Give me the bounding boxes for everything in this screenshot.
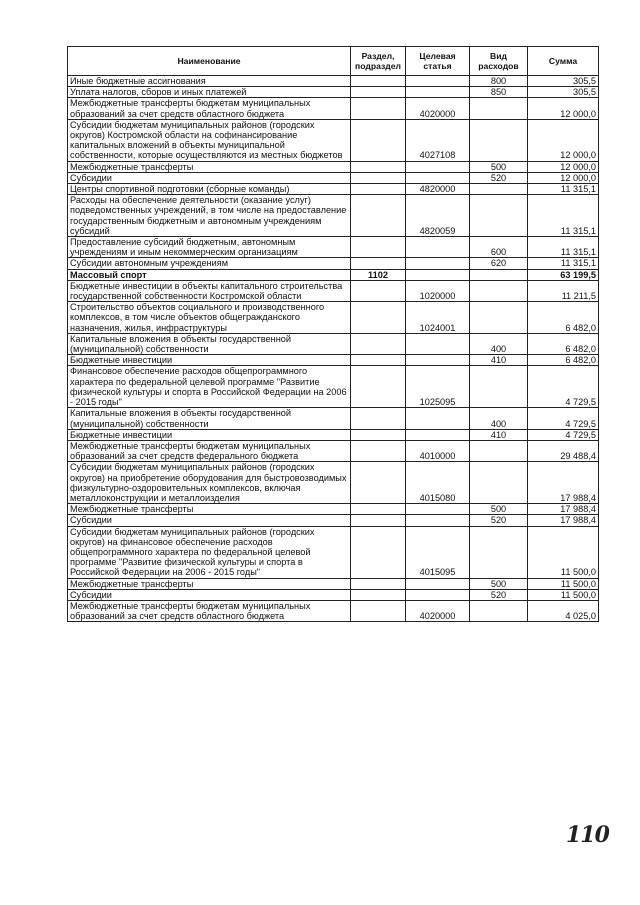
cell-amount: 12 000,0 bbox=[528, 98, 599, 119]
cell-cost-item bbox=[406, 578, 470, 589]
table-row bbox=[68, 600, 599, 621]
cell-cost-item: 1025095 bbox=[406, 366, 470, 408]
cell-section bbox=[351, 515, 406, 526]
table-row bbox=[68, 269, 599, 280]
cell-section: 1102 bbox=[351, 269, 406, 280]
cell-section bbox=[351, 440, 406, 461]
cell-section bbox=[351, 504, 406, 515]
cell-name: Субсидии бюджетам муниципальных районов (городских округов) Костромской области на софинансирование капитальных вложений в объекты муниципальной собственности, которые осуществляются из местных бюджетов bbox=[68, 119, 351, 161]
cell-section bbox=[351, 462, 406, 504]
cell-expense-type bbox=[470, 184, 528, 195]
cell-section bbox=[351, 161, 406, 172]
table-row bbox=[68, 526, 599, 578]
table-row bbox=[68, 195, 599, 237]
cell-amount: 12 000,0 bbox=[528, 172, 599, 183]
cell-expense-type: 850 bbox=[470, 87, 528, 98]
cell-cost-item bbox=[406, 333, 470, 354]
cell-expense-type bbox=[470, 98, 528, 119]
cell-section bbox=[351, 526, 406, 578]
cell-expense-type: 520 bbox=[470, 589, 528, 600]
cell-section bbox=[351, 258, 406, 269]
cell-amount: 11 315,1 bbox=[528, 184, 599, 195]
cell-name: Межбюджетные трансферты bbox=[68, 161, 351, 172]
cell-cost-item: 4027108 bbox=[406, 119, 470, 161]
cell-name: Межбюджетные трансферты бюджетам муниципальных образований за счет средств федерального бюджета bbox=[68, 440, 351, 461]
cell-cost-item bbox=[406, 269, 470, 280]
cell-cost-item bbox=[406, 76, 470, 87]
cell-cost-item bbox=[406, 504, 470, 515]
table-row bbox=[68, 76, 599, 87]
header-name: Наименование bbox=[68, 47, 351, 76]
cell-name: Бюджетные инвестиции bbox=[68, 355, 351, 366]
cell-cost-item: 1024001 bbox=[406, 302, 470, 334]
table-row bbox=[68, 366, 599, 408]
cell-expense-type: 400 bbox=[470, 408, 528, 429]
page-number: 110 bbox=[566, 822, 609, 848]
cell-amount: 12 000,0 bbox=[528, 161, 599, 172]
cell-cost-item bbox=[406, 161, 470, 172]
table-row bbox=[68, 429, 599, 440]
cell-section bbox=[351, 600, 406, 621]
cell-name: Межбюджетные трансферты бюджетам муниципальных образований за счет средств областного бюджета bbox=[68, 98, 351, 119]
cell-name: Субсидии бюджетам муниципальных районов (городских округов) на приобретение оборудования для быстровозводимых физкультурно-оздоровительных комплексов, включая металлоконструкции и металлоизделия bbox=[68, 462, 351, 504]
table-header-row bbox=[68, 47, 599, 76]
cell-cost-item: 4015080 bbox=[406, 462, 470, 504]
header-section: Раздел, подраздел bbox=[351, 47, 406, 76]
cell-expense-type: 500 bbox=[470, 504, 528, 515]
cell-name: Субсидии bbox=[68, 589, 351, 600]
cell-amount: 305,5 bbox=[528, 87, 599, 98]
table-row bbox=[68, 119, 599, 161]
cell-cost-item: 4820000 bbox=[406, 184, 470, 195]
cell-amount: 6 482,0 bbox=[528, 302, 599, 334]
cell-amount: 63 199,5 bbox=[528, 269, 599, 280]
cell-expense-type bbox=[470, 440, 528, 461]
cell-section bbox=[351, 366, 406, 408]
header-expense-type: Вид расходов bbox=[470, 47, 528, 76]
cell-amount: 11 500,0 bbox=[528, 578, 599, 589]
cell-name: Центры спортивной подготовки (сборные команды) bbox=[68, 184, 351, 195]
table-row bbox=[68, 408, 599, 429]
cell-cost-item: 4020000 bbox=[406, 98, 470, 119]
table-row bbox=[68, 184, 599, 195]
cell-cost-item bbox=[406, 408, 470, 429]
cell-expense-type: 410 bbox=[470, 355, 528, 366]
cell-expense-type bbox=[470, 280, 528, 301]
cell-amount: 4 729,5 bbox=[528, 429, 599, 440]
cell-amount: 4 729,5 bbox=[528, 408, 599, 429]
cell-name: Субсидии bbox=[68, 172, 351, 183]
cell-amount: 11 500,0 bbox=[528, 526, 599, 578]
cell-expense-type: 600 bbox=[470, 237, 528, 258]
cell-amount: 4 729,5 bbox=[528, 366, 599, 408]
cell-expense-type: 410 bbox=[470, 429, 528, 440]
cell-cost-item bbox=[406, 515, 470, 526]
cell-name: Субсидии bbox=[68, 515, 351, 526]
cell-expense-type: 520 bbox=[470, 515, 528, 526]
table-row bbox=[68, 258, 599, 269]
table-row bbox=[68, 87, 599, 98]
table-row bbox=[68, 589, 599, 600]
cell-expense-type bbox=[470, 195, 528, 237]
cell-name: Бюджетные инвестиции bbox=[68, 429, 351, 440]
cell-name: Финансовое обеспечение расходов общепрограммного характера по федеральной целевой программе "Развитие физической культуры и спорта в Российской Федерации на 2006 - 2015 годы" bbox=[68, 366, 351, 408]
cell-name: Предоставление субсидий бюджетным, автономным учреждениям и иным некоммерческим организациям bbox=[68, 237, 351, 258]
cell-amount: 17 988,4 bbox=[528, 462, 599, 504]
cell-section bbox=[351, 98, 406, 119]
cell-amount: 4 025,0 bbox=[528, 600, 599, 621]
cell-cost-item: 1020000 bbox=[406, 280, 470, 301]
cell-section bbox=[351, 172, 406, 183]
cell-section bbox=[351, 184, 406, 195]
cell-amount: 12 000,0 bbox=[528, 119, 599, 161]
cell-expense-type bbox=[470, 462, 528, 504]
cell-name: Межбюджетные трансферты bbox=[68, 504, 351, 515]
table-row bbox=[68, 280, 599, 301]
cell-cost-item bbox=[406, 589, 470, 600]
table-row bbox=[68, 355, 599, 366]
cell-cost-item: 4020000 bbox=[406, 600, 470, 621]
cell-section bbox=[351, 76, 406, 87]
cell-name: Субсидии автономным учреждениям bbox=[68, 258, 351, 269]
cell-expense-type bbox=[470, 269, 528, 280]
cell-expense-type bbox=[470, 366, 528, 408]
cell-name: Иные бюджетные ассигнования bbox=[68, 76, 351, 87]
cell-amount: 29 488,4 bbox=[528, 440, 599, 461]
header-cost-item: Целевая статья bbox=[406, 47, 470, 76]
cell-cost-item bbox=[406, 172, 470, 183]
cell-section bbox=[351, 429, 406, 440]
table-row bbox=[68, 302, 599, 334]
cell-name: Массовый спорт bbox=[68, 269, 351, 280]
table-row bbox=[68, 237, 599, 258]
cell-expense-type: 520 bbox=[470, 172, 528, 183]
cell-section bbox=[351, 280, 406, 301]
cell-section bbox=[351, 302, 406, 334]
cell-section bbox=[351, 355, 406, 366]
cell-name: Расходы на обеспечение деятельности (оказание услуг) подведомственных учреждений, в том числе на предоставление государственным бюджетным и автономным учреждениям субсидий bbox=[68, 195, 351, 237]
cell-expense-type: 800 bbox=[470, 76, 528, 87]
cell-name: Капитальные вложения в объекты государственной (муниципальной) собственности bbox=[68, 333, 351, 354]
cell-amount: 11 315,1 bbox=[528, 258, 599, 269]
table-row bbox=[68, 172, 599, 183]
cell-name: Межбюджетные трансферты бюджетам муниципальных образований за счет средств областного бюджета bbox=[68, 600, 351, 621]
cell-expense-type: 400 bbox=[470, 333, 528, 354]
cell-section bbox=[351, 589, 406, 600]
cell-amount: 11 315,1 bbox=[528, 237, 599, 258]
header-amount: Сумма bbox=[528, 47, 599, 76]
table-row bbox=[68, 440, 599, 461]
cell-amount: 17 988,4 bbox=[528, 515, 599, 526]
table-body bbox=[68, 76, 599, 622]
budget-table bbox=[67, 46, 599, 622]
cell-name: Уплата налогов, сборов и иных платежей bbox=[68, 87, 351, 98]
cell-name: Субсидии бюджетам муниципальных районов (городских округов) на финансовое обеспечение расходов общепрограммного характера по федеральной целевой программе "Развитие физической культуры и спорта в Российской Федерации на 2006 - 2015 годы" bbox=[68, 526, 351, 578]
cell-cost-item bbox=[406, 258, 470, 269]
cell-amount: 11 211,5 bbox=[528, 280, 599, 301]
cell-cost-item bbox=[406, 355, 470, 366]
cell-amount: 6 482,0 bbox=[528, 333, 599, 354]
cell-amount: 17 988,4 bbox=[528, 504, 599, 515]
cell-expense-type bbox=[470, 302, 528, 334]
cell-name: Строительство объектов социального и производственного комплексов, в том числе объектов общегражданского назначения, жилья, инфраструктуры bbox=[68, 302, 351, 334]
cell-expense-type bbox=[470, 119, 528, 161]
cell-expense-type: 500 bbox=[470, 578, 528, 589]
cell-amount: 11 500,0 bbox=[528, 589, 599, 600]
cell-section bbox=[351, 408, 406, 429]
table-row bbox=[68, 98, 599, 119]
cell-section bbox=[351, 119, 406, 161]
cell-expense-type bbox=[470, 526, 528, 578]
cell-amount: 11 315,1 bbox=[528, 195, 599, 237]
cell-amount: 6 482,0 bbox=[528, 355, 599, 366]
table-row bbox=[68, 462, 599, 504]
cell-expense-type bbox=[470, 600, 528, 621]
cell-cost-item: 4015095 bbox=[406, 526, 470, 578]
table-row bbox=[68, 161, 599, 172]
cell-cost-item bbox=[406, 237, 470, 258]
cell-cost-item bbox=[406, 429, 470, 440]
cell-section bbox=[351, 578, 406, 589]
cell-cost-item: 4010000 bbox=[406, 440, 470, 461]
cell-expense-type: 500 bbox=[470, 161, 528, 172]
cell-name: Межбюджетные трансферты bbox=[68, 578, 351, 589]
cell-cost-item bbox=[406, 87, 470, 98]
cell-section bbox=[351, 237, 406, 258]
cell-name: Капитальные вложения в объекты государственной (муниципальной) собственности bbox=[68, 408, 351, 429]
table-row bbox=[68, 515, 599, 526]
table-row bbox=[68, 578, 599, 589]
cell-section bbox=[351, 87, 406, 98]
table-row bbox=[68, 504, 599, 515]
cell-cost-item: 4820059 bbox=[406, 195, 470, 237]
table-row bbox=[68, 333, 599, 354]
cell-name: Бюджетные инвестиции в объекты капитального строительства государственной собственности Костромской области bbox=[68, 280, 351, 301]
cell-expense-type: 620 bbox=[470, 258, 528, 269]
cell-amount: 305,5 bbox=[528, 76, 599, 87]
cell-section bbox=[351, 195, 406, 237]
document-page bbox=[67, 46, 598, 622]
cell-section bbox=[351, 333, 406, 354]
